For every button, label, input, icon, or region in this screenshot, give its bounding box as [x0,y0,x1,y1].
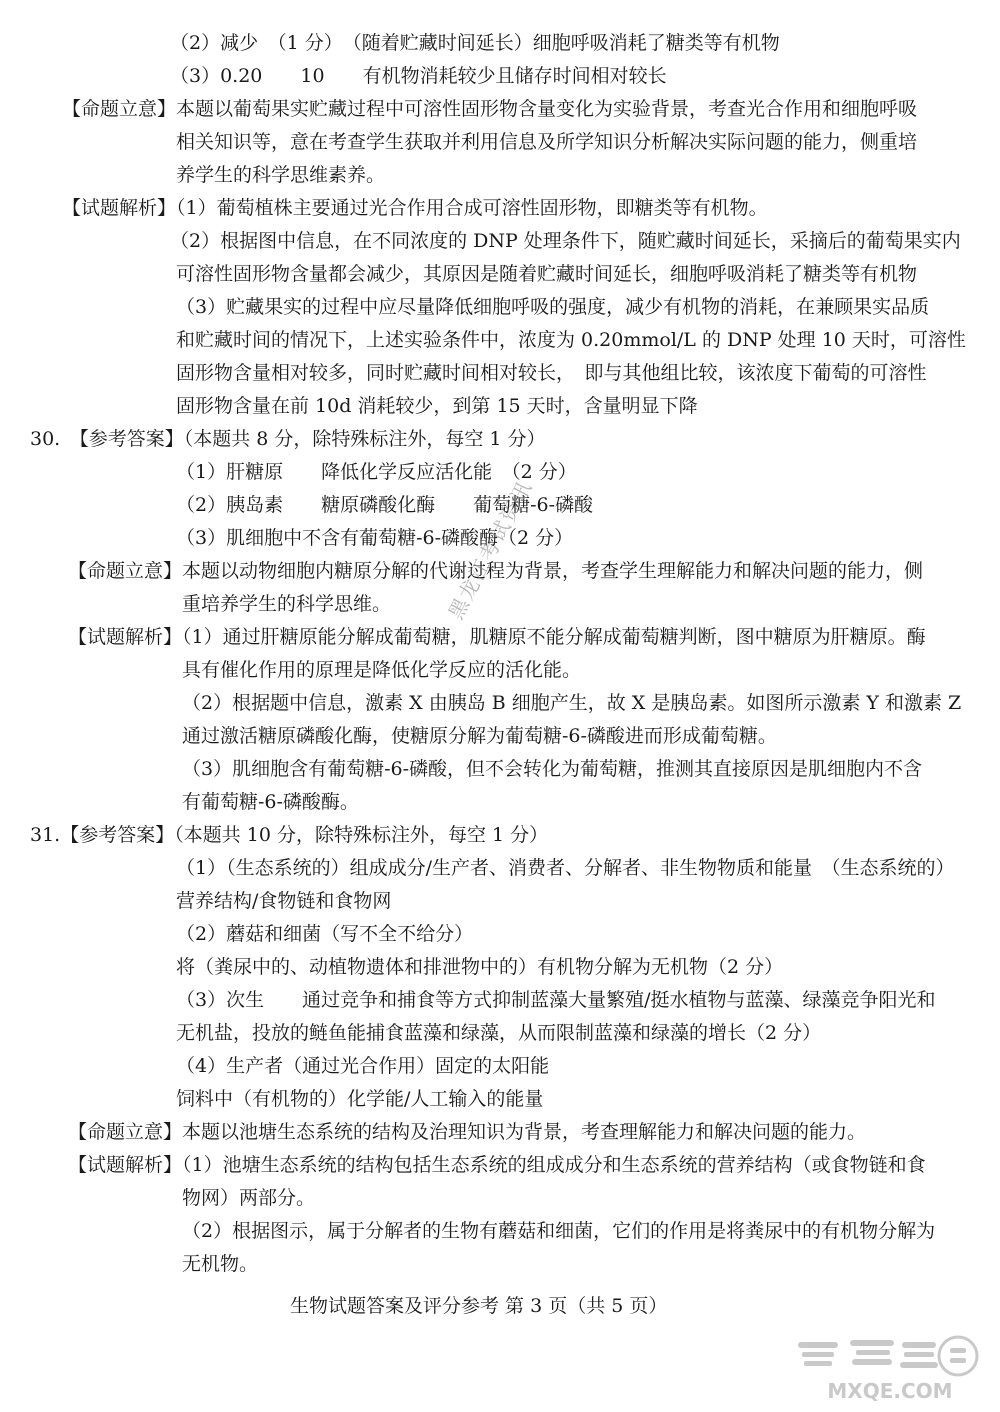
text-line: （2）蘑菇和细菌（写不全不给分） [176,923,474,945]
text-line: 固形物含量相对较多，同时贮藏时间相对较长， 即与其他组比较，该浓度下葡萄的可溶性 [176,362,927,384]
text-line: 【试题解析】（1）葡萄植株主要通过光合作用合成可溶性固形物，即糖类等有机物。 [62,197,768,219]
text-line: （3）0.20 10 有机物消耗较少且储存时间相对较长 [170,65,667,87]
question-31-answer-heading: 31.【参考答案】（本题共 10 分，除特殊标注外，每空 1 分） [30,824,549,846]
text-line: 物网）两部分。 [182,1187,316,1209]
text-line: （2）胰岛素 糖原磷酸化酶 葡萄糖-6-磷酸 [176,494,594,516]
text-line: 具有催化作用的原理是降低化学反应的活化能。 [182,659,582,681]
answer-circle-logo-icon [790,1332,990,1404]
text-line: 重培养学生的科学思维。 [182,593,392,615]
watermark: 黑龙江考试资讯 [443,475,538,624]
text-line: （2）根据图中信息，在不同浓度的 DNP 处理条件下，随贮藏时间延长，采摘后的葡萄果实内 [170,230,961,252]
text-line: （3）肌细胞含有葡萄糖-6-磷酸，但不会转化为葡萄糖，推测其直接原因是肌细胞内不含 [182,758,923,780]
text-line: （3）肌细胞中不含有葡萄糖-6-磷酸酶（2 分） [176,527,574,549]
text-line: 将（粪尿中的、动植物遗体和排泄物中的）有机物分解为无机物（2 分） [176,956,784,978]
text-line: 【命题立意】本题以葡萄果实贮藏过程中可溶性固形物含量变化为实验背景，考查光合作用和细胞呼吸 [62,98,918,120]
text-line: 相关知识等，意在考查学生获取并利用信息及所学知识分析解决实际问题的能力，侧重培 [176,131,918,153]
text-line: 【试题解析】（1）通过肝糖原能分解成葡萄糖，肌糖原不能分解成葡萄糖判断，图中糖原为肝糖原。酶 [68,626,926,648]
site-logo [790,1332,990,1404]
text-line: 【命题立意】本题以池塘生态系统的结构及治理知识为背景，考查理解能力和解决问题的能力。 [68,1121,867,1143]
text-line: 无机盐，投放的鲢鱼能捕食蓝藻和绿藻，从而限制蓝藻和绿藻的增长（2 分） [176,1022,822,1044]
text-line: （1）（生态系统的）组成成分/生产者、消费者、分解者、非生物物质和能量 （生态系统的） [176,857,955,879]
text-line: 和贮藏时间的情况下，上述实验条件中，浓度为 0.20mmol/L 的 DNP 处理 10 天时，可溶性 [176,329,966,351]
text-line: （2）减少 （1 分） （随着贮藏时间延长）细胞呼吸消耗了糖类等有机物 [170,32,780,54]
text-line: （2）根据题中信息，激素 X 由胰岛 B 细胞产生，故 X 是胰岛素。如图所示激素 Y 和激素 Z [182,692,962,714]
text-line: （4）生产者（通过光合作用）固定的太阳能 [176,1055,550,1077]
text-line: 通过激活糖原磷酸化酶，使糖原分解为葡萄糖-6-磷酸进而形成葡萄糖。 [182,725,777,747]
text-line: 固形物含量在前 10d 消耗较少，到第 15 天时，含量明显下降 [176,395,698,417]
text-line: 【试题解析】（1）池塘生态系统的结构包括生态系统的组成成分和生态系统的营养结构（或食物链和食 [68,1154,926,1176]
page-footer: 生物试题答案及评分参考 第 3 页（共 5 页） [290,1295,668,1317]
text-line: （3）贮藏果实的过程中应尽量降低细胞呼吸的强度，减少有机物的消耗，在兼顾果实品质 [176,296,930,318]
text-line: （3）次生 通过竞争和捕食等方式抑制蓝藻大量繁殖/挺水植物与蓝藻、绿藻竞争阳光和 [176,989,936,1011]
text-line: 无机物。 [182,1253,259,1275]
text-line: 可溶性固形物含量都会减少，其原因是随着贮藏时间延长，细胞呼吸消耗了糖类等有机物 [176,263,918,285]
text-line: 饲料中（有机物的）化学能/人工输入的能量 [176,1088,544,1110]
text-line: （1）肝糖原 降低化学反应活化能 （2 分） [176,461,577,483]
logo-url: MXQE.COM [827,1379,953,1403]
text-line: 养学生的科学思维素养。 [176,164,386,186]
text-line: 营养结构/食物链和食物网 [176,890,392,912]
text-line: 有葡萄糖-6-磷酸酶。 [182,791,359,813]
text-line: （2）根据图示，属于分解者的生物有蘑菇和细菌，它们的作用是将粪尿中的有机物分解为 [182,1220,936,1242]
question-30-answer-heading: 30. 【参考答案】（本题共 8 分，除特殊标注外，每空 1 分） [30,428,546,450]
text-line: 【命题立意】本题以动物细胞内糖原分解的代谢过程为背景，考查学生理解能力和解决问题的能力，侧 [68,560,924,582]
